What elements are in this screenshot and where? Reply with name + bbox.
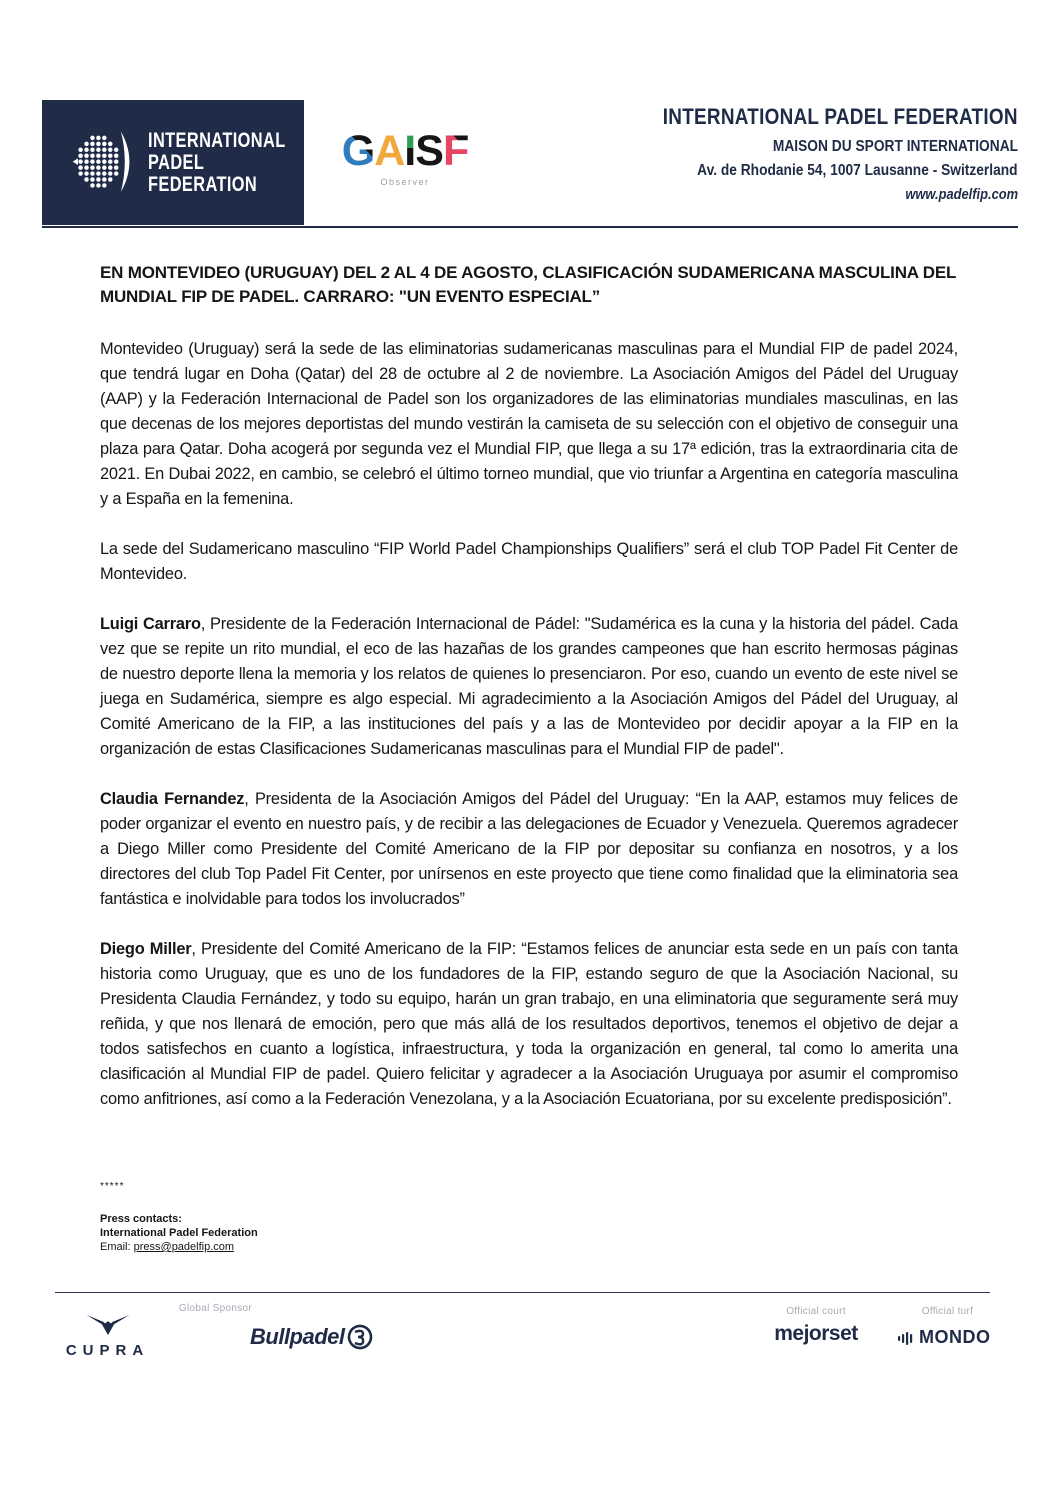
- footer-divider: [55, 1292, 990, 1293]
- cupra-logo: [50, 1314, 165, 1359]
- paragraph-quote-fernandez: [100, 787, 958, 912]
- paragraph-text: , Presidente de la Federación Internacional de Pádel: "Sudamérica es la cuna y la historia del pádel. Cada vez que se repite un rito mundial, el eco de las hazañas de los grandes campeones que han escrito hermosas páginas de nuestro deporte llena la memoria y los relatos de quienes lo presenciaron. Por eso, cuando un evento de este nivel se juega en Sudamérica, siempre es algo especial. Mi agradecimiento a la Asociación Amigos del Pádel del Uruguay, al Comité Americano de la FIP, a las instituciones del país y a las de Montevideo por decidir apoyar a la FIP en la organización de estas Clasificaciones Sudamericanas masculinas para el Mundial FIP de padel".: [100, 615, 958, 758]
- ipf-logo-word-1: INTERNATIONAL: [148, 128, 286, 152]
- paragraph-text: , Presidenta de la Asociación Amigos del Pádel del Uruguay: “En la AAP, estamos muy felices de poder organizar el evento en nuestro país, y de recibir a las delegaciones de Ecuador y Venezuela. Queremos agradecer a Diego Miller como Presidente del Comité Americano de la FIP por depositar su confianza en nosotros, y a los directores del club Top Padel Fit Center, por unírsenos en este proyecto que tiene como finalidad que la eliminatoria sea fantástica e inolvidable para todos los involucrados”: [100, 790, 958, 908]
- header-divider: [42, 226, 1018, 228]
- email-label: Email:: [100, 1241, 134, 1253]
- paragraph-text: , Presidente del Comité Americano de la FIP: “Estamos felices de anunciar esta sede en un país con tanta historia como Uruguay, que es uno de los fundadores de la FIP, estando seguro de que la Asociación Nacional, su Presidenta Claudia Fernández, y todo su equipo, harán un gran trabajo, en una eliminatoria que seguramente será muy reñida, y que nos llenará de emoción, pero que más allá de los resultados deportivos, tenemos el objetivo de dejar a todos satisfechos en cuanto a logística, infraestructura, y toda la organización en general, tal como lo amerita una clasificación al Mundial FIP de padel. Quiero felicitar y agradecer a la Asociación Uruguaya por asumir el compromiso como anfitriones, así como a la Federación Venezolana, y a la Asociación Ecuatoriana, por su excelente predisposición”.: [100, 940, 958, 1108]
- paragraph-text: Montevideo (Uruguay) será la sede de las eliminatorias sudamericanas masculinas para el Mundial FIP de padel 2024, que tendrá lugar en Doha (Qatar) del 28 de octubre al 2 de noviembre. La Asociación Amigos del Pádel del Uruguay (AAP) y la Federación Internacional de Padel son los organizadores de las eliminatorias mundiales masculinas, en las que decenas de los mejores deportistas del mundo vestirán la camiseta de su selección con el objetivo de conseguir una plaza para Qatar. Doha acogerá por segunda vez el Mundial FIP, que llega a su 17ª edición, tras la extraordinaria cita de 2021. En Dubai 2022, en cambio, se celebró el último torneo mundial, que vio triunfar a Argentina en categoría masculina y a España en la femenina.: [100, 340, 958, 508]
- federation-address-block: [605, 104, 1018, 207]
- ipf-logo-word-3: FEDERATION: [148, 172, 258, 196]
- paragraph-lead: Diego Miller: [100, 940, 192, 958]
- mondo-logo: [898, 1327, 991, 1348]
- bullpadel-ball-icon: [347, 1324, 373, 1350]
- gaisf-letter-a: A: [374, 127, 405, 175]
- ipf-logo: [42, 100, 304, 225]
- press-contacts-org: International Padel Federation: [100, 1227, 258, 1239]
- paragraph-intro: [100, 337, 958, 512]
- paragraph-venue: [100, 537, 958, 587]
- official-court-label: Official court: [786, 1306, 846, 1317]
- mejorset-logo: [766, 1322, 866, 1346]
- press-contacts-label: Press contacts:: [100, 1213, 182, 1225]
- gaisf-observer-label: Observer: [380, 177, 430, 187]
- gaisf-logo: [338, 127, 472, 187]
- official-turf-label: Official turf: [921, 1306, 974, 1317]
- address-line-1: MAISON DU SPORT INTERNATIONAL: [772, 138, 1018, 155]
- mondo-wordmark: MONDO: [919, 1327, 991, 1347]
- gaisf-letter-i: I: [404, 127, 416, 175]
- address-line-2: Av. de Rhodanie 54, 1007 Lausanne - Switzerland: [697, 162, 1018, 179]
- press-contacts-email-line: [100, 1240, 258, 1254]
- document-body: [100, 261, 958, 1137]
- cupra-wordmark: CUPRA: [65, 1342, 150, 1359]
- website-url: www.padelfip.com: [905, 186, 1018, 203]
- ipf-logo-word-2: PADEL: [148, 150, 205, 174]
- paragraph-lead: Claudia Fernandez: [100, 790, 245, 808]
- press-contacts-block: [100, 1180, 258, 1254]
- gaisf-letter-g: G: [341, 127, 375, 175]
- bullpadel-logo: [250, 1324, 373, 1350]
- gaisf-wordmark: [338, 127, 472, 175]
- global-sponsor-label: Global Sponsor: [178, 1303, 253, 1314]
- mondo-bars-icon: [898, 1330, 916, 1346]
- mejorset-wordmark-light: mejor: [774, 1322, 829, 1345]
- press-email-link[interactable]: press@padelfip.com: [133, 1241, 235, 1253]
- gaisf-letter-s: S: [415, 127, 443, 175]
- bullpadel-wordmark: Bullpadel: [250, 1324, 345, 1349]
- document-title: EN MONTEVIDEO (URUGUAY) DEL 2 AL 4 DE AGOSTO, CLASIFICACIÓN SUDAMERICANA MASCULINA DEL MUNDIAL FIP DE PADEL. CARRARO: "UN EVENTO ESPECIAL”: [100, 263, 956, 306]
- cupra-emblem-icon: [85, 1314, 131, 1336]
- mejorset-wordmark-bold: set: [828, 1322, 858, 1345]
- paragraph-quote-miller: [100, 937, 958, 1112]
- paragraph-text: La sede del Sudamericano masculino “FIP World Padel Championships Qualifiers” será el club TOP Padel Fit Center de Montevideo.: [100, 540, 958, 583]
- ipf-racket-icon: [72, 117, 138, 209]
- paragraph-quote-carraro: [100, 612, 958, 762]
- paragraph-lead: Luigi Carraro: [100, 615, 201, 633]
- section-separator: *****: [100, 1181, 125, 1192]
- gaisf-letter-f: F: [442, 127, 469, 175]
- federation-name: INTERNATIONAL PADEL FEDERATION: [663, 104, 1018, 129]
